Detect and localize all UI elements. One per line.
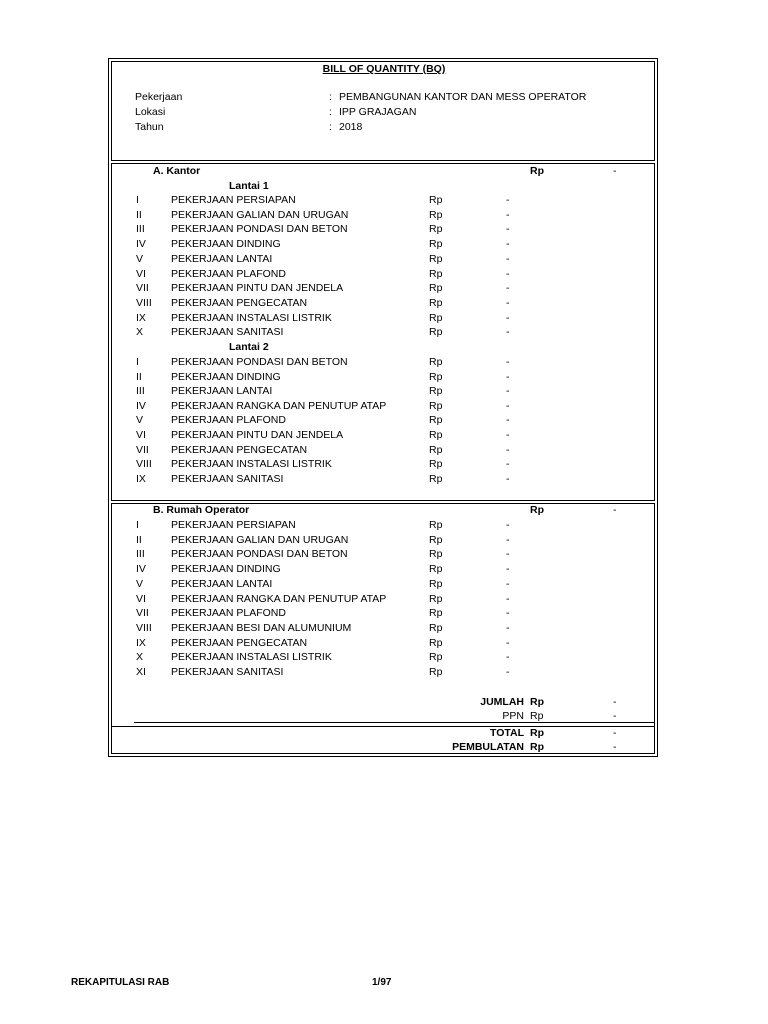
summary-currency: Rp: [530, 710, 544, 722]
total-currency: Rp: [530, 741, 544, 753]
item-description: PEKERJAAN DINDING: [171, 370, 281, 383]
item-currency: Rp: [429, 651, 443, 664]
item-value: -: [506, 563, 510, 576]
field-separator: :: [329, 91, 332, 103]
item-description: PEKERJAAN PENGECATAN: [171, 296, 308, 309]
item-description: PEKERJAAN PINTU DAN JENDELA: [171, 429, 344, 441]
item-description: PEKERJAAN DINDING: [171, 563, 281, 576]
item-number: III: [136, 385, 145, 398]
item-value: -: [506, 370, 510, 383]
item-value: -: [506, 592, 510, 605]
total-label: PEMBULATAN: [452, 741, 524, 753]
summary-label: PPN: [502, 710, 524, 722]
floor-1-title: Lantai 1: [229, 180, 269, 192]
item-value: -: [506, 443, 510, 456]
field-value: PEMBANGUNAN KANTOR DAN MESS OPERATOR: [339, 91, 587, 103]
item-description: PEKERJAAN SANITASI: [171, 472, 284, 485]
item-number: VII: [136, 282, 149, 295]
field-label: Pekerjaan: [135, 91, 183, 103]
item-number: VII: [136, 607, 149, 620]
item-currency: Rp: [429, 194, 443, 206]
field-value: 2018: [339, 121, 363, 133]
item-currency: Rp: [429, 443, 443, 456]
item-value: -: [506, 267, 510, 280]
item-number: VIII: [136, 296, 152, 309]
item-number: IV: [136, 238, 146, 251]
header-box: [111, 61, 655, 161]
item-value: -: [506, 577, 510, 590]
item-number: III: [136, 548, 145, 561]
item-value: -: [506, 238, 510, 251]
summary-divider: [134, 722, 655, 723]
item-value: -: [506, 472, 510, 485]
item-value: -: [506, 533, 510, 546]
item-description: PEKERJAAN LANTAI: [171, 577, 273, 590]
item-number: IX: [136, 311, 146, 324]
item-currency: Rp: [429, 636, 443, 649]
item-number: VI: [136, 267, 146, 280]
item-number: IX: [136, 472, 146, 485]
item-currency: Rp: [429, 326, 443, 339]
total-currency: Rp: [530, 727, 544, 739]
item-number: V: [136, 252, 144, 265]
item-description: PEKERJAAN SANITASI: [171, 666, 284, 678]
item-currency: Rp: [429, 208, 443, 221]
item-description: PEKERJAAN RANGKA DAN PENUTUP ATAP: [171, 592, 387, 605]
item-description: PEKERJAAN PERSIAPAN: [171, 194, 296, 206]
item-description: PEKERJAAN PLAFOND: [171, 607, 286, 620]
summary-value: -: [613, 696, 617, 708]
item-value: -: [506, 194, 510, 206]
item-currency: Rp: [429, 356, 443, 368]
item-number: VIII: [136, 621, 152, 634]
item-number: VI: [136, 429, 146, 441]
document-title: BILL OF QUANTITY (BQ): [322, 63, 446, 75]
summary-label: JUMLAH: [480, 696, 524, 708]
item-description: PEKERJAAN PONDASI DAN BETON: [171, 356, 348, 368]
item-description: PEKERJAAN PONDASI DAN BETON: [171, 223, 348, 236]
item-description: PEKERJAAN GALIAN DAN URUGAN: [171, 208, 349, 221]
item-currency: Rp: [429, 282, 443, 295]
item-description: PEKERJAAN PENGECATAN: [171, 636, 308, 649]
item-description: PEKERJAAN INSTALASI LISTRIK: [171, 458, 332, 471]
item-description: PEKERJAAN PONDASI DAN BETON: [171, 548, 348, 561]
item-number: X: [136, 651, 144, 664]
item-description: PEKERJAAN RANGKA DAN PENUTUP ATAP: [171, 399, 387, 412]
item-currency: Rp: [429, 296, 443, 309]
item-currency: Rp: [429, 592, 443, 605]
item-number: XI: [136, 666, 146, 678]
item-value: -: [506, 607, 510, 620]
item-value: -: [506, 399, 510, 412]
item-number: II: [136, 533, 142, 546]
item-description: PEKERJAAN PLAFOND: [171, 267, 286, 280]
item-value: -: [506, 414, 510, 427]
item-currency: Rp: [429, 458, 443, 471]
item-value: -: [506, 651, 510, 664]
total-value: -: [613, 727, 617, 739]
item-value: -: [506, 252, 510, 265]
item-description: PEKERJAAN PENGECATAN: [171, 443, 308, 456]
item-description: PEKERJAAN INSTALASI LISTRIK: [171, 311, 332, 324]
field-separator: :: [329, 106, 332, 118]
item-currency: Rp: [429, 311, 443, 324]
item-currency: Rp: [429, 370, 443, 383]
item-number: IV: [136, 563, 146, 576]
item-value: -: [506, 385, 510, 398]
item-value: -: [506, 636, 510, 649]
item-currency: Rp: [429, 429, 443, 441]
item-currency: Rp: [429, 267, 443, 280]
field-label: Lokasi: [135, 106, 166, 118]
item-number: VIII: [136, 458, 152, 471]
item-description: PEKERJAAN GALIAN DAN URUGAN: [171, 533, 349, 546]
total-label: TOTAL: [489, 727, 524, 739]
footer-label: REKAPITULASI RAB: [71, 977, 170, 988]
item-description: PEKERJAAN PLAFOND: [171, 414, 286, 427]
item-number: I: [136, 519, 139, 531]
item-value: -: [506, 666, 510, 678]
item-number: I: [136, 356, 139, 368]
section-b-title: B. Rumah Operator: [153, 504, 250, 516]
item-value: -: [506, 326, 510, 339]
item-currency: Rp: [429, 533, 443, 546]
item-currency: Rp: [429, 252, 443, 265]
item-number: IX: [136, 636, 146, 649]
item-description: PEKERJAAN INSTALASI LISTRIK: [171, 651, 332, 664]
item-currency: Rp: [429, 577, 443, 590]
item-description: PEKERJAAN DINDING: [171, 238, 281, 251]
item-description: PEKERJAAN BESI DAN ALUMUNIUM: [171, 621, 352, 634]
item-currency: Rp: [429, 385, 443, 398]
item-currency: Rp: [429, 548, 443, 561]
item-value: -: [506, 282, 510, 295]
item-currency: Rp: [429, 472, 443, 485]
total-value: -: [613, 741, 617, 753]
item-value: -: [506, 519, 510, 531]
section-a-total: -: [613, 165, 617, 177]
field-value: IPP GRAJAGAN: [339, 106, 417, 118]
item-number: VII: [136, 443, 149, 456]
item-number: I: [136, 194, 139, 206]
floor-2-title: Lantai 2: [229, 341, 269, 353]
item-number: III: [136, 223, 145, 236]
item-value: -: [506, 296, 510, 309]
item-number: V: [136, 414, 144, 427]
item-value: -: [506, 223, 510, 236]
item-currency: Rp: [429, 607, 443, 620]
field-label: Tahun: [135, 121, 164, 133]
item-number: II: [136, 208, 142, 221]
page-number: 1/97: [372, 977, 392, 988]
item-number: VI: [136, 592, 146, 605]
item-value: -: [506, 621, 510, 634]
item-value: -: [506, 208, 510, 221]
item-description: PEKERJAAN SANITASI: [171, 326, 284, 339]
item-value: -: [506, 429, 510, 441]
item-value: -: [506, 311, 510, 324]
section-b-total: -: [613, 504, 617, 516]
item-value: -: [506, 548, 510, 561]
item-currency: Rp: [429, 238, 443, 251]
item-currency: Rp: [429, 399, 443, 412]
section-a-title: A. Kantor: [153, 165, 201, 177]
item-currency: Rp: [429, 223, 443, 236]
field-separator: :: [329, 121, 332, 133]
totals-divider: [111, 726, 655, 727]
summary-value: -: [613, 710, 617, 722]
item-description: PEKERJAAN LANTAI: [171, 385, 273, 398]
summary-currency: Rp: [530, 696, 544, 708]
section-a-currency: Rp: [530, 165, 544, 177]
item-currency: Rp: [429, 563, 443, 576]
item-currency: Rp: [429, 666, 443, 678]
item-currency: Rp: [429, 519, 443, 531]
section-b-currency: Rp: [530, 504, 544, 516]
item-value: -: [506, 356, 510, 368]
item-number: IV: [136, 399, 146, 412]
item-number: V: [136, 577, 144, 590]
item-number: X: [136, 326, 144, 339]
item-description: PEKERJAAN PERSIAPAN: [171, 519, 296, 531]
item-value: -: [506, 458, 510, 471]
item-number: II: [136, 370, 142, 383]
item-currency: Rp: [429, 414, 443, 427]
item-description: PEKERJAAN PINTU DAN JENDELA: [171, 282, 344, 295]
item-description: PEKERJAAN LANTAI: [171, 252, 273, 265]
item-currency: Rp: [429, 621, 443, 634]
